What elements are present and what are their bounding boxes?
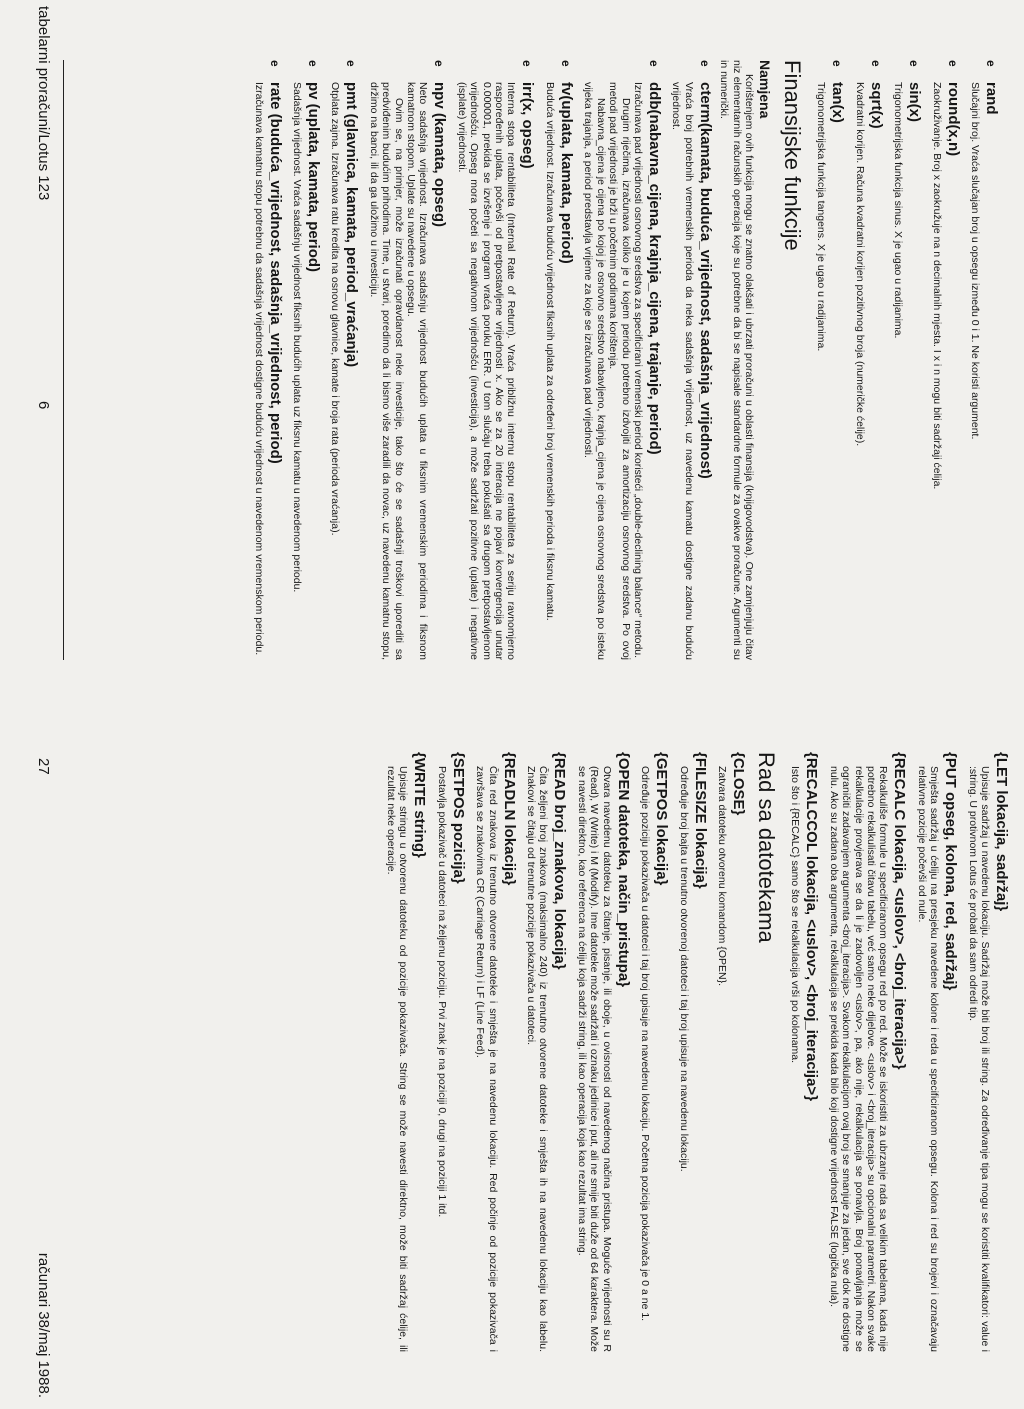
function-name: npv (kamata, opseg) bbox=[431, 82, 449, 228]
function-entry bbox=[455, 60, 536, 660]
function-description: Trigonometrijska funkcija sinus. X je ugao u radijanima. bbox=[892, 82, 905, 339]
function-entry bbox=[639, 752, 670, 1352]
function-name: round(x,n) bbox=[944, 82, 962, 157]
footer-left-title: tabelarni proračuni/Lotus 123 bbox=[35, 6, 52, 201]
footer-right-page-number: 27 bbox=[35, 758, 52, 775]
footer-left-page-number: 6 bbox=[35, 401, 52, 410]
function-entry bbox=[915, 752, 959, 1352]
function-description: Određuje poziciju pokazivača u datoteci i taj broj upisuje na navedenu lokaciju. Početna pozicija pokazivača je 0 a ne 1. bbox=[639, 766, 652, 1322]
function-description: Zatvara datoteku otvorenu komandom {OPEN}. bbox=[715, 766, 728, 987]
function-entry bbox=[291, 60, 322, 660]
function-entry bbox=[367, 60, 448, 660]
function-description: Izračunava kamatnu stopu potrebnu da sadašnja vrijednost dostigne buduću vrijednost u navedenom vremenskom periodu. bbox=[252, 82, 265, 656]
function-description: Postavlja pokazivač u datoteci na željenu poziciju. Prvi znak je na poziciji 0, drugi na poziciji 1 itd. bbox=[435, 766, 448, 1218]
function-name: {OPEN datoteka, način_pristupa} bbox=[614, 752, 632, 988]
function-description: Rekalkuliše formule u specificiranom opsegu red po red. Može se iskoristiti za ubrzanje rada sa velikim tabelama, kada nije potrebno rekalkulisati čitavu tabelu, već samo neke dijelove. <uslov> i <broj_iteracija> su opcionalni parametri. Nakon svake rekalkulacije provjerava se da li je zadovoljen <uslov>, pa, ako nije, rekalkulacija se ponavlja. Broj ponavljanja može se ograničiti zadavanjem argumenta <broj_iteracija>. Svakom rekalkulacijom ovaj broj se smanjuje za jedan, sve dok ne dostigne nulu. Ako su zadana oba argumenta, rekalkulacija se prekida kada bilo koji dostigne vrijednost FALSE (logička nula). bbox=[827, 766, 890, 1352]
function-description: Kvadratni korijen. Računa kvadratni korijen pozitivnog broja (numeričke ćelije). bbox=[853, 82, 866, 447]
function-description: Izračunava pad vrijednosti osnovnog sredstva za specificirani vremenski period koristeći „double-declining balance“ metodu. bbox=[631, 82, 644, 659]
right-entries-files bbox=[385, 752, 747, 1352]
function-entry bbox=[966, 752, 1010, 1352]
function-name: {FILESIZE lokacija} bbox=[691, 752, 709, 889]
function-entry bbox=[892, 60, 923, 660]
footer-right-title: računari 38/maj 1988. bbox=[35, 1252, 52, 1398]
function-description: Otplata zajma. Izračunava ratu kredita na osnovu glavnice, kamate i broja rata (perioda vraćanja). bbox=[329, 82, 342, 536]
entry-marker-icon: е bbox=[267, 60, 282, 67]
function-description: Zaokruživanje. Broj x zaokružuje na n decimalnih mjesta. I x i n mogu biti sadržaji ćelija. bbox=[930, 82, 943, 490]
function-entry bbox=[789, 752, 820, 1352]
right-entries-top bbox=[789, 752, 1010, 1352]
function-description: Interna stopa rentabiliteta (Internal Rate of Return). Vraća približnu internu stopu rentabiliteta za seriju ravnomjerno raspoređenih uplata, počevši od pretpostavljene vrijednosti x. Ako se za 20 interacija ne pojavi konvergencija unutar 0.000001, prekida se izvršenje i program vraća poruku ERR. U tom slučaju treba pokušati sa drugom pretpostavljenom vrijednošću. Opseg mora početi sa negativnom vrijednošću (investicija), a može sadržati pozitivne (uplate) i negativne (isplate) vrijednosti. bbox=[455, 82, 518, 660]
function-name: pv (uplata, kamata, period) bbox=[305, 82, 323, 273]
function-description: Isto što i {RECALC} samo što se rekalkulacija vrši po kolonama. bbox=[789, 766, 802, 1064]
function-description: Smješta sadržaj u ćeliju na presjeku navedene kolone i reda u specificiranom opsegu. Kolona i red su brojevi i označavaju relativne pozicije počevši od nule. bbox=[915, 766, 941, 1352]
function-entry bbox=[716, 752, 747, 1352]
function-name: {RECALC lokacija, <uslov>, <broj_iteracija>} bbox=[891, 752, 909, 1070]
function-entry bbox=[815, 60, 846, 660]
function-name: {PUT opseg, kolona, red, sadržaj} bbox=[942, 752, 960, 991]
entry-marker-icon: е bbox=[306, 60, 321, 67]
function-description: Sadašnja vrijednost. Vraća sadašnju vrijednost fiksnih budućih uplata uz fiksnu kamatu u navedenom periodu. bbox=[291, 82, 304, 593]
function-description: Čita red znakova iz trenutno otvorene datoteke i smješta je na navedenu lokaciju. Red počinje od pozicije pokazivača i završava se znakovima CR (Carriage Return) i LF (Line Feed). bbox=[474, 766, 499, 1352]
section-title-finansijske: Finansijske funkcije bbox=[779, 60, 805, 251]
function-name: sqrt(x) bbox=[867, 82, 885, 129]
function-name: {SETPOS pozicija} bbox=[449, 752, 467, 884]
function-description: Slučajni broj. Vraća slučajan broj u opsegu između 0 i 1. Ne koristi argument. bbox=[969, 82, 981, 440]
subsection-title-namjena: Namjena bbox=[756, 60, 773, 119]
function-name: {GETPOS lokacija} bbox=[653, 752, 671, 886]
function-description: Trigonometrijska funkcija tangens. X je ugao u radijanima. bbox=[815, 82, 828, 352]
function-entry bbox=[435, 752, 466, 1352]
entry-marker-icon: е bbox=[984, 60, 998, 67]
function-entry bbox=[853, 60, 884, 660]
left-column bbox=[245, 60, 1000, 660]
function-description: Otvara navedenu datoteku za čitanje, pisanje, ili oboje, u ovisnosti od navedenog načina pristupa. Moguće vrijednosti su R (Read), W (Write) i M (Modify). Ime datoteke može sadržati i oznaku jedinice i put, ali ne smije biti duže od 64 karaktera. Može se navesti direktno, kao referenca na ćeliju koja sadrži string, ili kao operacija koja kao rezultat ima string. bbox=[575, 766, 613, 1352]
entry-marker-icon: е bbox=[697, 60, 712, 67]
left-entries-financial bbox=[252, 60, 714, 660]
right-column bbox=[378, 752, 1010, 1352]
function-name: irr(x, opseg) bbox=[519, 82, 537, 169]
function-description: Buduća vrijednost. Izračunava buduću vrijednost fiksnih uplata za određeni broj vremenskih perioda i fiksnu kamatu. bbox=[543, 82, 556, 621]
entry-marker-icon: е bbox=[432, 60, 447, 67]
entry-marker-icon: е bbox=[945, 60, 960, 67]
function-name: ddb(nabavna_cijena, krajnja_cijena, trajanje, period) bbox=[645, 82, 663, 455]
function-entry bbox=[677, 752, 708, 1352]
entry-marker-icon: е bbox=[558, 60, 573, 67]
function-name: {READLN lokacija} bbox=[500, 752, 518, 886]
entry-marker-icon: е bbox=[907, 60, 922, 67]
function-description: Određuje broj bajta u trenutno otvorenoj datoteci i taj broj upisuje na navedenu lokaciju. bbox=[677, 766, 690, 1172]
function-name: {RECALCCOL lokacija, <uslov>, <broj_iteracija>} bbox=[803, 752, 821, 1102]
function-description: Nabavna_cijena je cijena po kojoj je osnovno sredstvo nabavljeno, krajnja_cijena je cijena osnovnog sredstva po isteku vijeka trajanja, a period predstavlja vrijeme za koje se izračunava pad vrijednosti. bbox=[582, 82, 607, 660]
function-description: Vraća broj potrebnih vremenskih perioda da neka sadašnja vrijednost, uz navedenu kamatu dostigne zadanu buduću vrijednost. bbox=[670, 82, 695, 660]
entry-marker-icon: е bbox=[830, 60, 845, 67]
function-description: Čita željeni broj znakova (maksimalno 240) iz trenutno otvorene datoteke i smješta ih na navedenu lokaciju kao labelu. Znakovi se čitaju od trenutne pozicije pokazivača u datoteci. bbox=[525, 766, 550, 1352]
function-name: fv(uplata, kamata, period) bbox=[557, 82, 575, 264]
function-entry bbox=[474, 752, 518, 1352]
function-entry bbox=[329, 60, 360, 660]
function-name: tan(x) bbox=[829, 82, 847, 123]
function-name: {LET lokacija, sadržaj} bbox=[993, 752, 1010, 912]
function-name: pmt (glavnica, kamata, period_vraćanja) bbox=[343, 82, 361, 368]
function-entry bbox=[544, 60, 575, 660]
entry-marker-icon: е bbox=[344, 60, 359, 67]
section-title-datoteke: Rad sa datotekama bbox=[753, 752, 779, 943]
function-name: rand bbox=[983, 82, 1000, 115]
entry-marker-icon: е bbox=[646, 60, 661, 67]
function-name: cterm(kamata, buduća_vrijednost, sadašnja_vrijednost) bbox=[696, 82, 714, 479]
function-description: Drugim riječima, izračunava koliko je u kojem periodu potrebno izdvojiti za amortizaciju osnovnog sredstva. Po ovoj metodi pad vrijednosti je brži u početnim godinama korištenja. bbox=[607, 82, 632, 660]
footer-rule bbox=[63, 60, 64, 660]
function-entry bbox=[827, 752, 908, 1352]
left-entries-top bbox=[815, 60, 1000, 660]
function-name: {WRITE string} bbox=[411, 752, 429, 858]
function-description: Neto sadašnja vrijednost. Izračunava sadašnju vrijednost budućih uplata u fiksnim vremenskim periodima i fiksnom kamatnom stopom. Uplate su navedene u opsegu. bbox=[405, 82, 430, 660]
function-name: {CLOSE} bbox=[729, 752, 747, 816]
entry-marker-icon: е bbox=[520, 60, 535, 67]
function-name: sin(x) bbox=[906, 82, 924, 123]
function-entry bbox=[582, 60, 663, 660]
function-entry bbox=[969, 60, 1000, 660]
function-entry bbox=[252, 60, 283, 660]
function-name: rate (buduća_vrijednost, sadašnja_vrijednost, period) bbox=[266, 82, 284, 464]
function-entry bbox=[525, 752, 569, 1352]
function-description: Upisuje stringu u otvorenu datoteku od pozicije pokazivača. String se može navesti direktno, može biti sadržaj ćelije, ili rezultat neke operacije. bbox=[385, 766, 410, 1352]
intro-paragraph: Korištenjem ovih funkcija mogu se znatno olakšati i ubrzati proračuni u oblasti finansija (knjigovodstva). One zamjenjuju čitav niz elementarnih računskih operacija koje su potrebne da bi se napisale standardne formule za ovakve proračune. Argumenti su in numerički. bbox=[718, 60, 755, 660]
function-description: Upisuje sadržaj u navedenu lokaciju. Sadržaj može biti broj ili string. Za određivanje tipa mogu se koristiti kvalifikatori: value i :string. U protivnom Lotus će probati da sam odredi tip. bbox=[966, 766, 991, 1352]
function-entry bbox=[930, 60, 961, 660]
function-entry bbox=[576, 752, 632, 1352]
entry-marker-icon: е bbox=[868, 60, 883, 67]
function-entry bbox=[670, 60, 714, 660]
function-description: Ovim se, na primjer, može izračunati opravdanost neke investicije, tako što će se sadašnji troškovi uporediti sa predviđenim budućim prihodima. Time, u stvari, poredimo da li bismo više zaradili da novac, uz navedenu kamatnu stopu, držimo na banci, ili da ga uložimo u investiciju. bbox=[367, 82, 405, 660]
function-entry bbox=[385, 752, 429, 1352]
function-name: {READ broj_znakova, lokacija} bbox=[551, 752, 569, 970]
